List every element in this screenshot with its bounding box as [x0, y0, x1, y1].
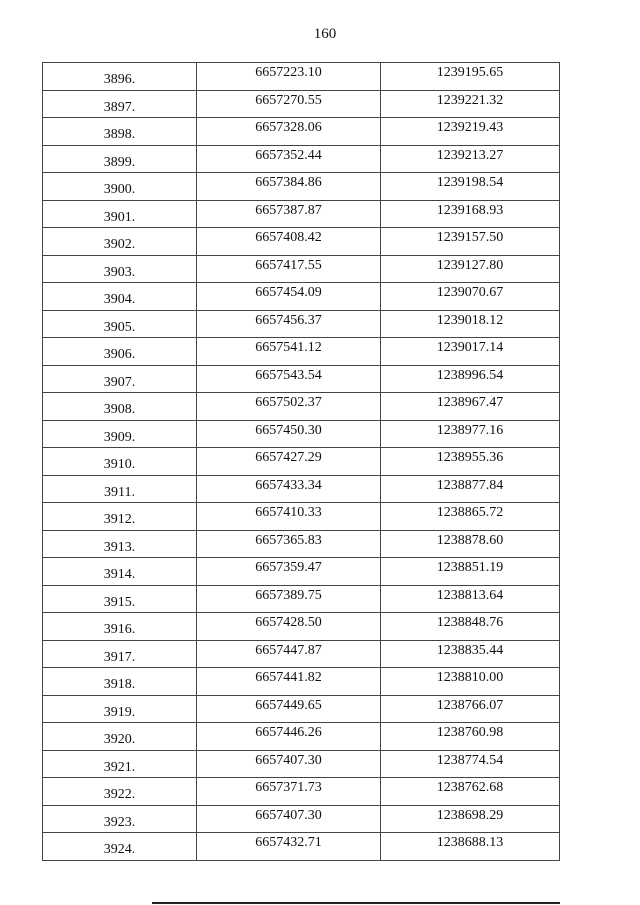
x-coordinate: 6657428.50 [255, 615, 322, 631]
x-coordinate: 6657446.26 [255, 725, 322, 741]
x-coordinate-cell [197, 475, 381, 503]
table-row [43, 668, 560, 696]
y-coordinate: 1238688.13 [436, 835, 504, 851]
y-coordinate-cell [381, 393, 560, 421]
point-number: 3896. [103, 72, 136, 88]
x-coordinate-cell [197, 338, 381, 366]
x-coordinate: 6657389.75 [255, 587, 322, 603]
x-coordinate-cell [197, 778, 381, 806]
point-number-cell [43, 393, 197, 421]
point-number: 3906. [103, 347, 136, 363]
table-row [43, 90, 560, 118]
point-number-cell [43, 723, 197, 751]
x-coordinate: 6657270.55 [255, 92, 322, 108]
y-coordinate: 1238760.98 [436, 725, 504, 741]
point-number-cell [43, 310, 197, 338]
y-coordinate-cell [381, 420, 560, 448]
y-coordinate: 1239127.80 [436, 257, 504, 273]
bottom-divider [152, 902, 560, 904]
point-number-cell [43, 448, 197, 476]
y-coordinate: 1239198.54 [436, 175, 504, 191]
y-coordinate-cell [381, 173, 560, 201]
y-coordinate: 1239221.32 [436, 92, 504, 108]
point-number: 3902. [103, 237, 136, 253]
y-coordinate-cell [381, 310, 560, 338]
x-coordinate-cell [197, 805, 381, 833]
point-number: 3913. [103, 539, 136, 555]
x-coordinate-cell [197, 613, 381, 641]
point-number-cell [43, 200, 197, 228]
y-coordinate-cell [381, 255, 560, 283]
y-coordinate: 1239219.43 [436, 120, 504, 136]
y-coordinate-cell [381, 503, 560, 531]
point-number: 3900. [103, 182, 136, 198]
point-number-cell [43, 805, 197, 833]
point-number-cell [43, 695, 197, 723]
y-coordinate: 1239168.93 [436, 202, 504, 218]
x-coordinate-cell [197, 365, 381, 393]
y-coordinate-cell [381, 805, 560, 833]
x-coordinate: 6657432.71 [255, 835, 322, 851]
table-row [43, 585, 560, 613]
x-coordinate: 6657408.42 [255, 230, 322, 246]
table-row [43, 420, 560, 448]
point-number-cell [43, 530, 197, 558]
point-number: 3905. [103, 319, 136, 335]
x-coordinate: 6657541.12 [255, 340, 322, 356]
x-coordinate-cell [197, 640, 381, 668]
point-number: 3916. [103, 622, 136, 638]
y-coordinate-cell [381, 833, 560, 861]
point-number: 3919. [103, 704, 136, 720]
table-row [43, 640, 560, 668]
table-row [43, 118, 560, 146]
y-coordinate-cell [381, 118, 560, 146]
y-coordinate-cell [381, 283, 560, 311]
point-number-cell [43, 668, 197, 696]
x-coordinate: 6657359.47 [255, 560, 322, 576]
x-coordinate: 6657407.30 [255, 752, 322, 768]
point-number: 3918. [103, 677, 136, 693]
table-row [43, 255, 560, 283]
point-number-cell [43, 558, 197, 586]
table-row [43, 750, 560, 778]
y-coordinate-cell [381, 338, 560, 366]
point-number: 3909. [103, 429, 136, 445]
x-coordinate: 6657454.09 [255, 285, 322, 301]
point-number: 3917. [103, 649, 136, 665]
point-number: 3903. [103, 264, 136, 280]
y-coordinate-cell [381, 558, 560, 586]
y-coordinate-cell [381, 228, 560, 256]
x-coordinate-cell [197, 393, 381, 421]
table-row [43, 613, 560, 641]
point-number-cell [43, 145, 197, 173]
point-number: 3897. [103, 99, 136, 115]
point-number: 3915. [103, 594, 136, 610]
x-coordinate-cell [197, 63, 381, 91]
x-coordinate-cell [197, 503, 381, 531]
x-coordinate: 6657410.33 [255, 505, 322, 521]
x-coordinate: 6657450.30 [255, 422, 322, 438]
x-coordinate: 6657352.44 [255, 147, 322, 163]
y-coordinate: 1238848.76 [436, 615, 504, 631]
x-coordinate-cell [197, 558, 381, 586]
point-number-cell [43, 833, 197, 861]
x-coordinate-cell [197, 750, 381, 778]
y-coordinate: 1238762.68 [436, 780, 504, 796]
x-coordinate: 6657417.55 [255, 257, 322, 273]
x-coordinate-cell [197, 200, 381, 228]
table-row [43, 393, 560, 421]
x-coordinate-cell [197, 255, 381, 283]
table-row [43, 228, 560, 256]
point-number: 3908. [103, 402, 136, 418]
table-row [43, 558, 560, 586]
point-number-cell [43, 420, 197, 448]
y-coordinate-cell [381, 475, 560, 503]
y-coordinate-cell [381, 63, 560, 91]
y-coordinate: 1239195.65 [436, 65, 504, 81]
table-row [43, 310, 560, 338]
y-coordinate-cell [381, 365, 560, 393]
x-coordinate-cell [197, 283, 381, 311]
x-coordinate-cell [197, 723, 381, 751]
point-number: 3901. [103, 209, 136, 225]
x-coordinate: 6657433.34 [255, 477, 322, 493]
point-number: 3899. [103, 154, 136, 170]
y-coordinate: 1238766.07 [436, 697, 504, 713]
y-coordinate-cell [381, 668, 560, 696]
table-row [43, 475, 560, 503]
point-number: 3914. [103, 567, 136, 583]
y-coordinate: 1238698.29 [436, 807, 504, 823]
y-coordinate-cell [381, 723, 560, 751]
point-number-cell [43, 640, 197, 668]
x-coordinate-cell [197, 118, 381, 146]
point-number: 3904. [103, 292, 136, 308]
point-number: 3911. [104, 484, 135, 500]
x-coordinate-cell [197, 228, 381, 256]
y-coordinate-cell [381, 695, 560, 723]
table-row [43, 778, 560, 806]
y-coordinate: 1238955.36 [436, 450, 504, 466]
y-coordinate: 1238813.64 [436, 587, 504, 603]
x-coordinate-cell [197, 173, 381, 201]
y-coordinate-cell [381, 90, 560, 118]
coordinates-table-body [43, 63, 560, 861]
point-number: 3922. [103, 787, 136, 803]
x-coordinate: 6657384.86 [255, 175, 322, 191]
y-coordinate-cell [381, 640, 560, 668]
y-coordinate: 1238851.19 [436, 560, 504, 576]
x-coordinate-cell [197, 695, 381, 723]
point-number: 3907. [103, 374, 136, 390]
y-coordinate-cell [381, 585, 560, 613]
point-number-cell [43, 255, 197, 283]
x-coordinate-cell [197, 145, 381, 173]
x-coordinate: 6657223.10 [255, 65, 322, 81]
table-row [43, 173, 560, 201]
point-number: 3912. [103, 512, 136, 528]
x-coordinate-cell [197, 833, 381, 861]
x-coordinate-cell [197, 530, 381, 558]
x-coordinate: 6657449.65 [255, 697, 322, 713]
y-coordinate-cell [381, 530, 560, 558]
table-row [43, 63, 560, 91]
x-coordinate: 6657447.87 [255, 642, 322, 658]
y-coordinate-cell [381, 613, 560, 641]
y-coordinate: 1238878.60 [436, 532, 504, 548]
page-number: 160 [313, 26, 337, 42]
table-row [43, 723, 560, 751]
x-coordinate-cell [197, 310, 381, 338]
table-row [43, 200, 560, 228]
x-coordinate-cell [197, 668, 381, 696]
x-coordinate: 6657427.29 [255, 450, 322, 466]
y-coordinate: 1238996.54 [436, 367, 504, 383]
point-number-cell [43, 228, 197, 256]
point-number: 3910. [103, 457, 136, 473]
y-coordinate: 1239018.12 [436, 312, 504, 328]
table-row [43, 448, 560, 476]
x-coordinate-cell [197, 585, 381, 613]
y-coordinate: 1238810.00 [436, 670, 504, 686]
point-number-cell [43, 750, 197, 778]
point-number: 3920. [103, 732, 136, 748]
y-coordinate-cell [381, 200, 560, 228]
x-coordinate: 6657365.83 [255, 532, 322, 548]
y-coordinate: 1239157.50 [436, 230, 504, 246]
x-coordinate: 6657328.06 [255, 120, 322, 136]
y-coordinate: 1238865.72 [436, 505, 504, 521]
point-number-cell [43, 503, 197, 531]
table-row [43, 695, 560, 723]
point-number-cell [43, 283, 197, 311]
x-coordinate: 6657456.37 [255, 312, 322, 328]
y-coordinate: 1238774.54 [436, 752, 504, 768]
y-coordinate-cell [381, 778, 560, 806]
x-coordinate: 6657502.37 [255, 395, 322, 411]
y-coordinate: 1238835.44 [436, 642, 504, 658]
point-number: 3923. [103, 814, 136, 830]
x-coordinate: 6657371.73 [255, 780, 322, 796]
y-coordinate: 1238877.84 [436, 477, 504, 493]
y-coordinate-cell [381, 448, 560, 476]
y-coordinate: 1238977.16 [436, 422, 504, 438]
point-number-cell [43, 173, 197, 201]
point-number-cell [43, 475, 197, 503]
y-coordinate: 1239213.27 [436, 147, 504, 163]
point-number-cell [43, 118, 197, 146]
table-row [43, 365, 560, 393]
x-coordinate: 6657543.54 [255, 367, 322, 383]
table-row [43, 805, 560, 833]
point-number-cell [43, 585, 197, 613]
coordinates-table [42, 62, 560, 861]
table-row [43, 503, 560, 531]
x-coordinate-cell [197, 420, 381, 448]
x-coordinate: 6657407.30 [255, 807, 322, 823]
point-number-cell [43, 365, 197, 393]
table-row [43, 530, 560, 558]
y-coordinate: 1239017.14 [436, 340, 504, 356]
y-coordinate: 1238967.47 [436, 395, 504, 411]
table-row [43, 283, 560, 311]
x-coordinate: 6657441.82 [255, 670, 322, 686]
x-coordinate-cell [197, 448, 381, 476]
x-coordinate-cell [197, 90, 381, 118]
point-number: 3898. [103, 127, 136, 143]
point-number: 3921. [103, 759, 136, 775]
y-coordinate-cell [381, 750, 560, 778]
point-number-cell [43, 778, 197, 806]
x-coordinate: 6657387.87 [255, 202, 322, 218]
y-coordinate: 1239070.67 [436, 285, 504, 301]
table-row [43, 833, 560, 861]
table-row [43, 338, 560, 366]
point-number-cell [43, 63, 197, 91]
point-number: 3924. [103, 842, 136, 858]
y-coordinate-cell [381, 145, 560, 173]
point-number-cell [43, 613, 197, 641]
table-row [43, 145, 560, 173]
point-number-cell [43, 338, 197, 366]
point-number-cell [43, 90, 197, 118]
